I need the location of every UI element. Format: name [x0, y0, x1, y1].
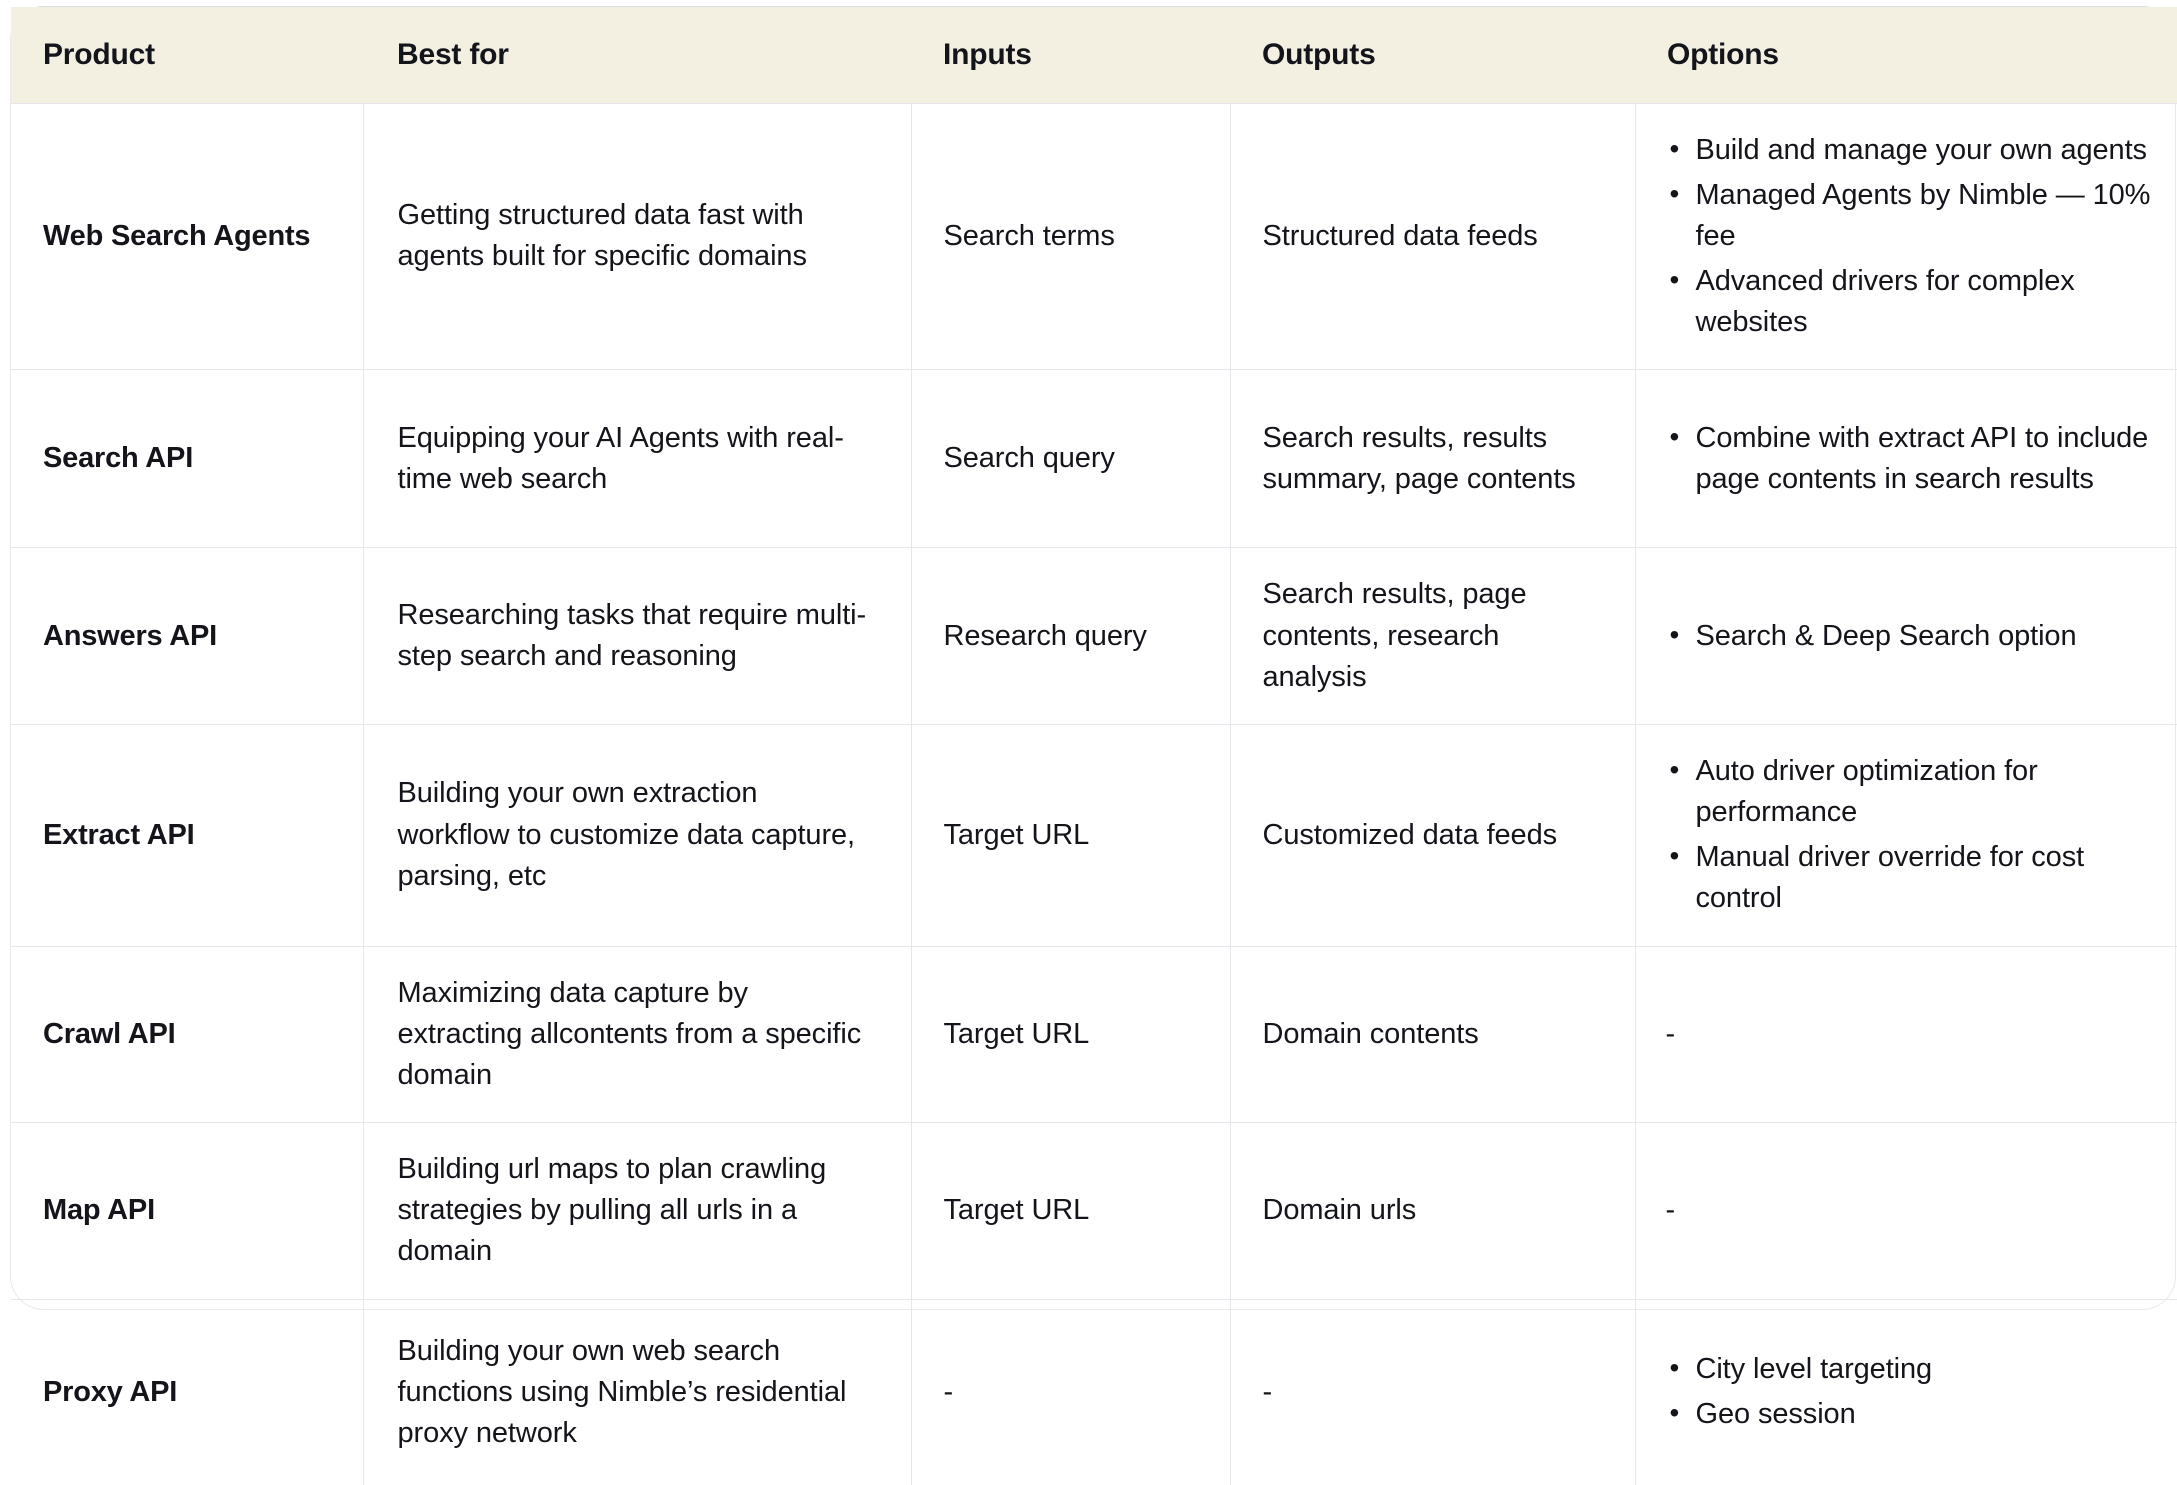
cell-inputs: Research query [911, 548, 1230, 725]
column-header-inputs: Inputs [911, 7, 1230, 103]
options-list-item: • Build and manage your own agents [1666, 130, 2154, 171]
options-list-item: • Search & Deep Search option [1666, 616, 2154, 657]
options-list-item: • Manual driver override for cost control [1666, 837, 2154, 919]
cell-inputs: Target URL [911, 724, 1230, 946]
cell-inputs: Search terms [911, 103, 1230, 370]
cell-product: Search API [11, 370, 363, 548]
table-row [11, 724, 2177, 946]
table-body [11, 103, 2177, 1485]
options-list [1666, 1349, 2154, 1435]
options-list [1666, 616, 2154, 657]
column-header-best-for: Best for [363, 7, 911, 103]
cell-inputs: Search query [911, 370, 1230, 548]
cell-product: Proxy API [11, 1299, 363, 1485]
table-header [11, 7, 2177, 103]
table-row [11, 946, 2177, 1123]
product-comparison-card [10, 6, 2176, 1449]
cell-inputs-empty: - [911, 1299, 1230, 1485]
options-list [1666, 751, 2154, 920]
column-header-outputs: Outputs [1230, 7, 1635, 103]
options-list [1666, 130, 2154, 344]
cell-inputs: Target URL [911, 1123, 1230, 1300]
cell-best-for: Building url maps to plan crawling strategies by pulling all urls in a domain [363, 1123, 911, 1300]
cell-options-empty: - [1635, 1123, 2177, 1300]
cell-outputs: Structured data feeds [1230, 103, 1635, 370]
options-list-item: • Advanced drivers for complex websites [1666, 261, 2154, 343]
table-row [11, 370, 2177, 548]
cell-product: Extract API [11, 724, 363, 946]
cell-outputs: Domain urls [1230, 1123, 1635, 1300]
cell-best-for: Equipping your AI Agents with real-time web search [363, 370, 911, 548]
options-list-item: • Auto driver optimization for performance [1666, 751, 2154, 833]
cell-options [1635, 103, 2177, 370]
cell-best-for: Maximizing data capture by extracting allcontents from a specific domain [363, 946, 911, 1123]
cell-best-for: Building your own extraction workflow to customize data capture, parsing, etc [363, 724, 911, 946]
cell-options [1635, 1299, 2177, 1485]
column-header-options: Options [1635, 7, 2177, 103]
cell-best-for: Getting structured data fast with agents built for specific domains [363, 103, 911, 370]
options-list-item: • Managed Agents by Nimble — 10% fee [1666, 175, 2154, 257]
table-row [11, 548, 2177, 725]
cell-outputs-empty: - [1230, 1299, 1635, 1485]
cell-product: Crawl API [11, 946, 363, 1123]
table-header-row [11, 7, 2177, 103]
cell-product: Map API [11, 1123, 363, 1300]
options-list-item: • Geo session [1666, 1394, 2154, 1435]
cell-product: Answers API [11, 548, 363, 725]
table-row [11, 1123, 2177, 1300]
product-comparison-table [11, 7, 2177, 1485]
cell-best-for: Researching tasks that require multi-step search and reasoning [363, 548, 911, 725]
cell-best-for: Building your own web search functions using Nimble’s residential proxy network [363, 1299, 911, 1485]
options-list-item: • City level targeting [1666, 1349, 2154, 1390]
cell-options-empty: - [1635, 946, 2177, 1123]
table-row [11, 1299, 2177, 1485]
cell-outputs: Customized data feeds [1230, 724, 1635, 946]
cell-outputs: Search results, results summary, page contents [1230, 370, 1635, 548]
table-row [11, 103, 2177, 370]
cell-options [1635, 548, 2177, 725]
options-list-item: • Combine with extract API to include page contents in search results [1666, 418, 2154, 500]
cell-outputs: Domain contents [1230, 946, 1635, 1123]
cell-options [1635, 724, 2177, 946]
options-list [1666, 418, 2154, 500]
column-header-product: Product [11, 7, 363, 103]
cell-outputs: Search results, page contents, research analysis [1230, 548, 1635, 725]
cell-options [1635, 370, 2177, 548]
cell-product: Web Search Agents [11, 103, 363, 370]
cell-inputs: Target URL [911, 946, 1230, 1123]
